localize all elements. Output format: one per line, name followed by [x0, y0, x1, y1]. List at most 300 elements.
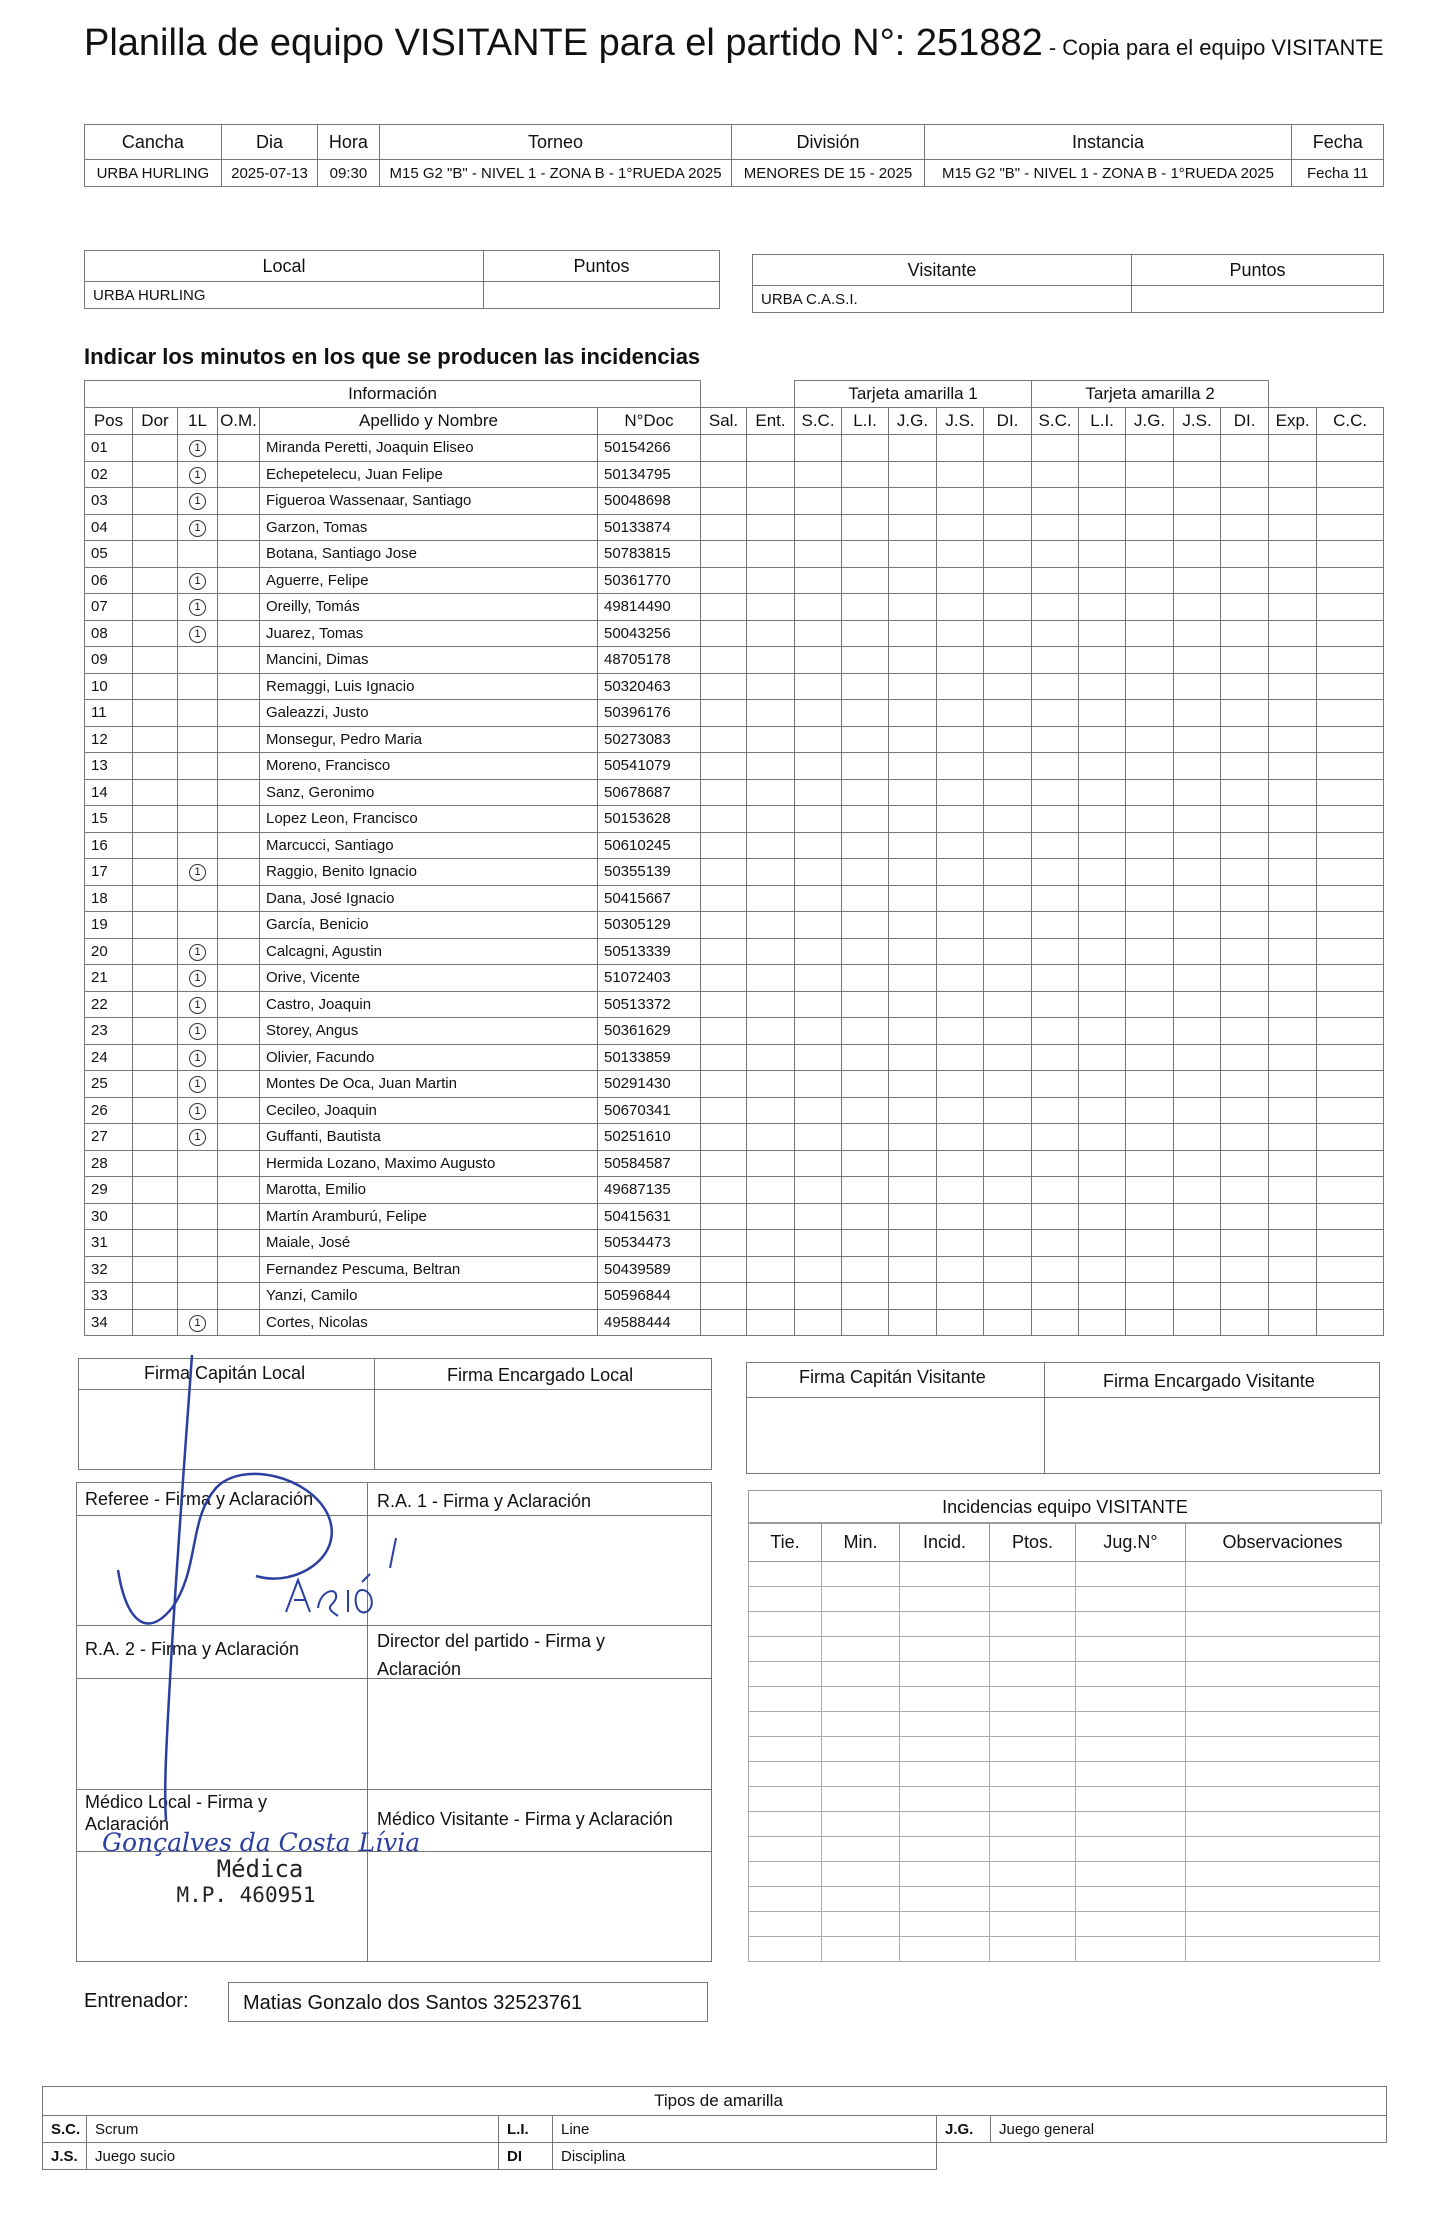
incident-cell	[1221, 435, 1269, 462]
incident-cell	[747, 965, 795, 992]
incident-cell	[795, 859, 842, 886]
player-first-line	[178, 567, 218, 594]
incident-cell	[937, 1177, 984, 1204]
incident-cell	[701, 567, 747, 594]
incident-cell	[701, 461, 747, 488]
incidencias-column-header: Min.	[822, 1523, 900, 1562]
incidencias-cell	[1186, 1687, 1380, 1712]
player-doc: 50273083	[598, 726, 701, 753]
column-header: Ent.	[747, 408, 795, 435]
incident-cell	[1269, 647, 1317, 674]
incidencias-cell	[822, 1562, 900, 1587]
incident-cell	[1269, 514, 1317, 541]
incidencias-column-header: Tie.	[749, 1523, 822, 1562]
incident-cell	[1174, 1124, 1221, 1151]
incidencias-cell	[990, 1587, 1076, 1612]
incident-cell	[1269, 859, 1317, 886]
incident-cell	[1317, 1230, 1384, 1257]
incident-cell	[1126, 1150, 1174, 1177]
incident-cell	[1079, 647, 1126, 674]
player-first-line	[178, 885, 218, 912]
player-pos: 11	[85, 700, 133, 727]
incident-cell	[842, 832, 889, 859]
player-pos: 24	[85, 1044, 133, 1071]
incident-cell	[1079, 753, 1126, 780]
first-line-mark-icon: 1	[189, 1103, 206, 1120]
incident-cell	[937, 1071, 984, 1098]
incident-cell	[842, 991, 889, 1018]
player-first-line	[178, 806, 218, 833]
incident-cell	[1221, 488, 1269, 515]
incident-cell	[1174, 779, 1221, 806]
incident-cell	[701, 620, 747, 647]
incident-cell	[1126, 620, 1174, 647]
player-pos: 02	[85, 461, 133, 488]
incident-cell	[889, 435, 937, 462]
player-om	[218, 567, 260, 594]
local-team-box	[84, 250, 720, 309]
incident-cell	[842, 1283, 889, 1310]
player-doc: 50783815	[598, 541, 701, 568]
incident-cell	[937, 514, 984, 541]
incident-cell	[795, 1177, 842, 1204]
incident-cell	[747, 647, 795, 674]
incident-cell	[1126, 1018, 1174, 1045]
incident-cell	[1221, 832, 1269, 859]
player-pos: 29	[85, 1177, 133, 1204]
incidencias-cell	[990, 1712, 1076, 1737]
player-first-line	[178, 647, 218, 674]
player-doc: 50396176	[598, 700, 701, 727]
incident-cell	[1126, 1256, 1174, 1283]
incidencias-cell	[749, 1637, 822, 1662]
player-dor	[133, 700, 178, 727]
incident-cell	[889, 1283, 937, 1310]
incident-cell	[984, 435, 1032, 462]
local-team-name: URBA HURLING	[85, 282, 484, 309]
incident-cell	[1269, 912, 1317, 939]
player-doc: 50439589	[598, 1256, 701, 1283]
visitante-team-box	[752, 254, 1384, 313]
incident-cell	[937, 1283, 984, 1310]
player-name: Martín Aramburú, Felipe	[260, 1203, 598, 1230]
player-pos: 07	[85, 594, 133, 621]
incident-cell	[701, 1044, 747, 1071]
incident-cell	[747, 1177, 795, 1204]
incidencias-cell	[1076, 1887, 1186, 1912]
incident-cell	[747, 1230, 795, 1257]
incident-cell	[795, 620, 842, 647]
incident-cell	[1079, 567, 1126, 594]
incident-cell	[1032, 885, 1079, 912]
incident-cell	[984, 753, 1032, 780]
incident-cell	[701, 885, 747, 912]
first-line-mark-icon: 1	[189, 864, 206, 881]
incident-cell	[1269, 1071, 1317, 1098]
incident-cell	[1032, 726, 1079, 753]
incident-cell	[795, 991, 842, 1018]
director-label: Director del partido - Firma y Aclaración	[377, 1631, 606, 1679]
incident-cell	[747, 1283, 795, 1310]
player-pos: 10	[85, 673, 133, 700]
incidencias-cell	[1186, 1937, 1380, 1962]
incidencias-cell	[900, 1937, 990, 1962]
incident-cell	[1032, 1203, 1079, 1230]
column-header: N°Doc	[598, 408, 701, 435]
incidencias-cell	[990, 1562, 1076, 1587]
incident-cell	[1032, 435, 1079, 462]
incidencias-cell	[1076, 1812, 1186, 1837]
incident-cell	[1317, 1071, 1384, 1098]
incidencias-cell	[822, 1712, 900, 1737]
incident-cell	[1126, 647, 1174, 674]
header-label: Hora	[318, 125, 379, 160]
incidencias-cell	[900, 1712, 990, 1737]
player-doc: 50415667	[598, 885, 701, 912]
incident-cell	[842, 1018, 889, 1045]
tipo-desc: Juego general	[991, 2116, 1387, 2143]
incident-cell	[795, 1309, 842, 1336]
incident-cell	[889, 965, 937, 992]
incidencias-cell	[1076, 1762, 1186, 1787]
incident-cell	[795, 779, 842, 806]
player-row	[85, 1044, 1384, 1071]
incident-cell	[1269, 1018, 1317, 1045]
incidencias-row	[749, 1662, 1380, 1687]
player-row	[85, 1097, 1384, 1124]
first-line-mark-icon: 1	[189, 573, 206, 590]
player-doc: 50154266	[598, 435, 701, 462]
player-row	[85, 938, 1384, 965]
player-name: Fernandez Pescuma, Beltran	[260, 1256, 598, 1283]
incident-cell	[1032, 461, 1079, 488]
incidencias-cell	[1186, 1612, 1380, 1637]
incidencias-cell	[1186, 1837, 1380, 1862]
incident-cell	[747, 726, 795, 753]
player-row	[85, 620, 1384, 647]
player-doc: 50133859	[598, 1044, 701, 1071]
header-label: Cancha	[85, 125, 222, 160]
incident-cell	[984, 541, 1032, 568]
incident-cell	[1269, 753, 1317, 780]
incidencias-cell	[990, 1662, 1076, 1687]
header-label: Instancia	[924, 125, 1292, 160]
incident-cell	[747, 885, 795, 912]
incidencias-cell	[990, 1887, 1076, 1912]
encargado-visitante-label: Firma Encargado Visitante	[1103, 1371, 1315, 1391]
incident-cell	[701, 1177, 747, 1204]
incident-cell	[701, 594, 747, 621]
incident-cell	[889, 1071, 937, 1098]
incident-cell	[889, 832, 937, 859]
incident-cell	[1269, 594, 1317, 621]
incident-cell	[842, 541, 889, 568]
incident-cell	[984, 1203, 1032, 1230]
tipos-de-amarilla-table	[42, 2086, 1387, 2170]
incident-cell	[1032, 991, 1079, 1018]
incident-cell	[701, 647, 747, 674]
incident-cell	[889, 647, 937, 674]
first-line-mark-icon: 1	[189, 626, 206, 643]
incident-cell	[747, 567, 795, 594]
player-row	[85, 1177, 1384, 1204]
incident-cell	[747, 1124, 795, 1151]
incident-cell	[1079, 541, 1126, 568]
incident-cell	[795, 1230, 842, 1257]
player-dor	[133, 1309, 178, 1336]
incident-cell	[984, 1018, 1032, 1045]
incident-cell	[1126, 541, 1174, 568]
player-pos: 13	[85, 753, 133, 780]
player-doc: 50251610	[598, 1124, 701, 1151]
incidencias-cell	[749, 1812, 822, 1837]
incidencias-visitante-table	[748, 1522, 1380, 1962]
incidencias-cell	[749, 1737, 822, 1762]
incidencias-cell	[1186, 1662, 1380, 1687]
incident-cell	[701, 1071, 747, 1098]
player-name: Sanz, Geronimo	[260, 779, 598, 806]
incidencias-cell	[749, 1687, 822, 1712]
incidencias-row	[749, 1637, 1380, 1662]
incident-cell	[1269, 435, 1317, 462]
incident-cell	[1269, 1283, 1317, 1310]
incident-cell	[1032, 673, 1079, 700]
incident-cell	[842, 912, 889, 939]
incident-cell	[747, 1071, 795, 1098]
incident-cell	[1317, 806, 1384, 833]
incident-cell	[1032, 514, 1079, 541]
player-name: Miranda Peretti, Joaquin Eliseo	[260, 435, 598, 462]
incidencias-cell	[822, 1737, 900, 1762]
incident-cell	[842, 1150, 889, 1177]
incident-cell	[1174, 461, 1221, 488]
incident-cell	[1317, 594, 1384, 621]
incident-cell	[889, 912, 937, 939]
incidencias-cell	[900, 1612, 990, 1637]
first-line-mark-icon: 1	[189, 997, 206, 1014]
incident-cell	[1174, 647, 1221, 674]
first-line-mark-icon: 1	[189, 944, 206, 961]
player-dor	[133, 1124, 178, 1151]
player-row	[85, 488, 1384, 515]
player-first-line	[178, 1018, 218, 1045]
incident-cell	[701, 541, 747, 568]
player-name: Maiale, José	[260, 1230, 598, 1257]
player-om	[218, 514, 260, 541]
incident-cell	[842, 1097, 889, 1124]
tipo-code: S.C.	[43, 2116, 87, 2143]
incident-cell	[1221, 1097, 1269, 1124]
incident-cell	[1317, 700, 1384, 727]
player-row	[85, 806, 1384, 833]
player-om	[218, 1124, 260, 1151]
incidencias-cell	[1186, 1887, 1380, 1912]
incidencias-cell	[990, 1812, 1076, 1837]
incident-cell	[984, 832, 1032, 859]
incident-cell	[1126, 1071, 1174, 1098]
incident-cell	[1174, 700, 1221, 727]
player-pos: 15	[85, 806, 133, 833]
incident-cell	[937, 488, 984, 515]
visitante-signature-box	[746, 1362, 1380, 1474]
incident-cell	[1126, 1309, 1174, 1336]
incidencias-cell	[822, 1662, 900, 1687]
incident-cell	[795, 514, 842, 541]
incident-cell	[842, 488, 889, 515]
incident-cell	[1269, 620, 1317, 647]
incident-cell	[1079, 1124, 1126, 1151]
player-om	[218, 1256, 260, 1283]
incident-cell	[842, 620, 889, 647]
incident-cell	[1032, 779, 1079, 806]
incident-cell	[1032, 1071, 1079, 1098]
visitante-team-name: URBA C.A.S.I.	[753, 286, 1132, 313]
title-main: Planilla de equipo VISITANTE para el partido N°: 251882	[84, 22, 1043, 64]
player-dor	[133, 1256, 178, 1283]
player-pos: 05	[85, 541, 133, 568]
incidencias-cell	[900, 1587, 990, 1612]
tipo-desc: Line	[553, 2116, 937, 2143]
column-header: J.S.	[937, 408, 984, 435]
player-dor	[133, 1097, 178, 1124]
player-name: Castro, Joaquin	[260, 991, 598, 1018]
first-line-mark-icon: 1	[189, 1023, 206, 1040]
incident-cell	[1032, 620, 1079, 647]
player-doc: 50305129	[598, 912, 701, 939]
incident-cell	[795, 567, 842, 594]
header-value-hora: 09:30	[318, 160, 379, 187]
medical-stamp	[102, 1828, 421, 1907]
player-name: Aguerre, Felipe	[260, 567, 598, 594]
incident-cell	[984, 594, 1032, 621]
incident-cell	[937, 965, 984, 992]
player-om	[218, 753, 260, 780]
incident-cell	[984, 779, 1032, 806]
incident-cell	[701, 700, 747, 727]
incident-cell	[1032, 1230, 1079, 1257]
incident-cell	[1126, 1230, 1174, 1257]
incident-cell	[1174, 1283, 1221, 1310]
incidencias-row	[749, 1937, 1380, 1962]
incident-cell	[1221, 594, 1269, 621]
incident-cell	[889, 488, 937, 515]
incident-cell	[1126, 1203, 1174, 1230]
title-sub: - Copia para el equipo VISITANTE	[1042, 35, 1384, 60]
player-first-line	[178, 1230, 218, 1257]
capitan-local-label: Firma Capitán Local	[144, 1363, 306, 1383]
incident-cell	[1221, 726, 1269, 753]
incident-cell	[889, 1309, 937, 1336]
incident-cell	[937, 1230, 984, 1257]
player-name: Yanzi, Camilo	[260, 1283, 598, 1310]
incident-cell	[1126, 1177, 1174, 1204]
player-dor	[133, 1018, 178, 1045]
incident-cell	[1032, 1177, 1079, 1204]
players-table	[84, 380, 1384, 1336]
incidencias-cell	[822, 1887, 900, 1912]
player-row	[85, 594, 1384, 621]
incidencias-cell	[822, 1812, 900, 1837]
incident-cell	[984, 1256, 1032, 1283]
incident-cell	[1269, 938, 1317, 965]
player-doc: 50361629	[598, 1018, 701, 1045]
incident-cell	[1269, 700, 1317, 727]
match-header-table	[84, 124, 1384, 187]
player-first-line	[178, 1283, 218, 1310]
incident-cell	[1269, 726, 1317, 753]
column-header: Pos	[85, 408, 133, 435]
incident-cell	[1032, 541, 1079, 568]
incident-cell	[1032, 1044, 1079, 1071]
player-first-line	[178, 620, 218, 647]
player-first-line	[178, 912, 218, 939]
incident-cell	[937, 541, 984, 568]
incident-cell	[1317, 1150, 1384, 1177]
player-dor	[133, 567, 178, 594]
incident-cell	[937, 779, 984, 806]
incidencias-cell	[749, 1612, 822, 1637]
player-pos: 34	[85, 1309, 133, 1336]
incident-cell	[889, 567, 937, 594]
incident-cell	[842, 726, 889, 753]
player-name: García, Benicio	[260, 912, 598, 939]
player-pos: 19	[85, 912, 133, 939]
player-pos: 32	[85, 1256, 133, 1283]
incidencias-cell	[1186, 1562, 1380, 1587]
incidencias-visitante-header	[748, 1490, 1382, 1524]
incident-cell	[1269, 1256, 1317, 1283]
column-header: J.G.	[1126, 408, 1174, 435]
tipo-desc: Scrum	[87, 2116, 499, 2143]
player-name: Garzon, Tomas	[260, 514, 598, 541]
incidencias-cell	[749, 1587, 822, 1612]
incident-cell	[937, 859, 984, 886]
incident-cell	[1174, 965, 1221, 992]
stamp-name: Gonçalves da Costa Lívia	[102, 1828, 421, 1857]
incident-cell	[937, 832, 984, 859]
first-line-mark-icon: 1	[189, 493, 206, 510]
player-name: Mancini, Dimas	[260, 647, 598, 674]
incidencias-cell	[1186, 1712, 1380, 1737]
incident-cell	[1174, 1256, 1221, 1283]
incident-cell	[984, 620, 1032, 647]
player-name: Montes De Oca, Juan Martin	[260, 1071, 598, 1098]
player-om	[218, 965, 260, 992]
incident-cell	[1126, 991, 1174, 1018]
player-row	[85, 753, 1384, 780]
incident-cell	[1317, 1203, 1384, 1230]
player-row	[85, 1203, 1384, 1230]
incident-cell	[1269, 965, 1317, 992]
incident-cell	[937, 647, 984, 674]
incident-cell	[984, 567, 1032, 594]
player-om	[218, 1018, 260, 1045]
incident-cell	[984, 1044, 1032, 1071]
incident-cell	[1317, 620, 1384, 647]
player-pos: 31	[85, 1230, 133, 1257]
incidencias-cell	[822, 1862, 900, 1887]
player-om	[218, 1097, 260, 1124]
incidencias-cell	[822, 1612, 900, 1637]
incidencias-cell	[1076, 1687, 1186, 1712]
incident-cell	[701, 1230, 747, 1257]
incident-cell	[795, 435, 842, 462]
incident-cell	[1079, 1097, 1126, 1124]
incident-cell	[1174, 832, 1221, 859]
incident-cell	[795, 753, 842, 780]
player-doc: 50513339	[598, 938, 701, 965]
incident-cell	[1221, 1230, 1269, 1257]
